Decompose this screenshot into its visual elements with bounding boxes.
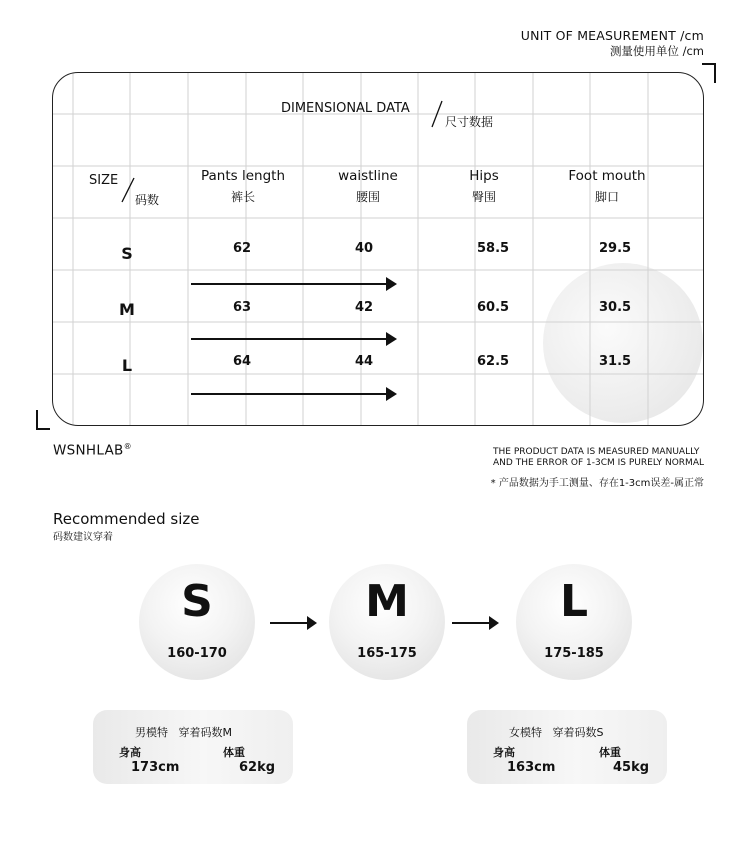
row-size-l: L <box>121 356 133 375</box>
column-header-hips: Hips 臀围 <box>469 168 499 204</box>
height-range: 160-170 <box>167 646 227 661</box>
cell-l-foot-mouth: 31.5 <box>599 354 632 369</box>
dimensional-data-cn-title: 尺寸数据 <box>445 115 494 129</box>
weight-value: 45kg <box>613 760 650 775</box>
cell-s-hips: 58.5 <box>477 241 510 256</box>
height-range: 175-185 <box>544 646 604 661</box>
cell-m-foot-mouth: 30.5 <box>599 300 632 315</box>
row-arrow <box>191 338 387 340</box>
size-bubble-s <box>139 564 255 680</box>
cell-s-foot-mouth: 29.5 <box>599 241 632 256</box>
height-range: 165-175 <box>357 646 417 661</box>
cell-l-waistline: 44 <box>355 354 374 369</box>
height-label: 身高 <box>119 746 141 759</box>
size-letter: M <box>365 576 409 627</box>
row-arrow <box>191 283 387 285</box>
height-value: 173cm <box>131 760 180 775</box>
weight-label: 体重 <box>223 746 245 759</box>
cell-s-pants-length: 62 <box>233 241 252 256</box>
corner-bracket-bottom-left <box>36 410 50 430</box>
recommended-size-cn-title: 码数建议穿着 <box>53 532 113 543</box>
female-model-card <box>467 710 667 784</box>
cell-s-waistline: 40 <box>355 241 374 256</box>
slash-divider <box>431 100 443 128</box>
column-header-waistline: waistline 腰围 <box>338 168 398 204</box>
unit-of-measurement-cn-label: 测量使用单位 /cm <box>609 44 704 58</box>
brand-name: WSNHLAB® <box>53 442 132 459</box>
weight-value: 62kg <box>239 760 276 775</box>
column-header-pants-length: Pants length 裤长 <box>200 168 285 204</box>
height-label: 身高 <box>493 746 515 759</box>
cell-m-waistline: 42 <box>355 300 374 315</box>
dimensional-data-title: DIMENSIONAL DATA <box>281 101 410 116</box>
height-value: 163cm <box>507 760 556 775</box>
size-header: SIZE <box>89 173 119 188</box>
measurement-note-cn: * 产品数据为手工测量、存在1-3cm误差-属正常 <box>490 478 704 489</box>
size-bubble-m <box>329 564 445 680</box>
model-title: 女模特 穿着码数S <box>509 726 604 739</box>
size-arrow <box>452 622 490 624</box>
row-size-m: M <box>119 300 135 319</box>
column-header-foot-mouth: Foot mouth 脚口 <box>568 168 646 204</box>
cell-m-pants-length: 63 <box>233 300 252 315</box>
slash-divider <box>121 177 135 203</box>
size-letter: S <box>181 576 213 627</box>
row-size-s: S <box>121 244 133 263</box>
cell-l-hips: 62.5 <box>477 354 510 369</box>
corner-bracket-top-right <box>702 63 716 83</box>
row-arrow <box>191 393 387 395</box>
model-title: 男模特 穿着码数M <box>135 726 232 739</box>
recommended-size-title: Recommended size <box>53 510 200 528</box>
size-bubble-l <box>516 564 632 680</box>
size-arrow <box>270 622 308 624</box>
size-header-cn: 码数 <box>135 193 160 207</box>
male-model-card <box>93 710 293 784</box>
measurement-note: THE PRODUCT DATA IS MEASURED MANUALLY AND THE ERROR OF 1-3CM IS PURELY NORMAL <box>493 447 704 468</box>
weight-label: 体重 <box>599 746 621 759</box>
unit-of-measurement-label: UNIT OF MEASUREMENT /cm <box>520 28 704 43</box>
size-chart-table <box>52 72 704 426</box>
cell-l-pants-length: 64 <box>233 354 252 369</box>
cell-m-hips: 60.5 <box>477 300 510 315</box>
size-letter: L <box>559 576 589 627</box>
